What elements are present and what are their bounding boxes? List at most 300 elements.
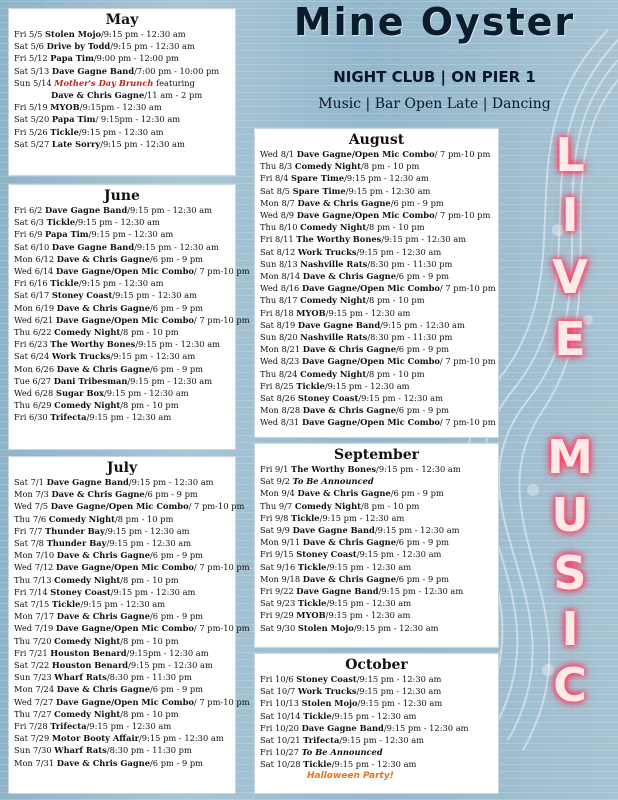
event-act: Dave Gagne/Open Mic Combo xyxy=(55,562,194,573)
event-row xyxy=(9,671,235,683)
month-heading: October xyxy=(345,657,408,673)
event-date: Sun 7/23 xyxy=(14,672,52,683)
event-act: Dave Gagne Band xyxy=(45,205,128,215)
event-row xyxy=(255,160,498,172)
august-schedule-panel xyxy=(254,128,499,438)
event-row xyxy=(255,500,498,512)
event-time: /9:15 pm - 12:30 am xyxy=(103,388,189,399)
event-act: Comedy Night xyxy=(54,708,121,719)
event-act: Comedy Night xyxy=(294,500,361,511)
event-row xyxy=(9,647,235,659)
event-act: Dave Gagne Band xyxy=(301,722,384,733)
event-act: Stoney Coast xyxy=(50,586,111,597)
event-act: Motor Booty Affair xyxy=(51,733,139,744)
event-date: Wed 8/1 xyxy=(260,149,295,159)
event-time: /9:15 pm - 12:30 am xyxy=(78,126,164,137)
event-row xyxy=(255,697,498,709)
event-date: Mon 6/26 xyxy=(14,363,55,374)
event-act: Tickle xyxy=(51,599,81,610)
event-act: Comedy Night xyxy=(54,635,121,646)
event-act: Houston Benard xyxy=(50,647,127,658)
event-row xyxy=(255,319,498,331)
event-time: /6 pm - 9 pm xyxy=(149,363,204,374)
event-time: /9:15 pm - 12:30 am xyxy=(88,229,174,240)
event-act: Thunder Bay xyxy=(45,525,105,536)
event-time: /8 pm - 10 pm xyxy=(120,327,179,338)
event-time: /9:15 pm - 12:30 am xyxy=(378,586,464,597)
event-date: Thu 8/17 xyxy=(260,295,298,306)
event-row xyxy=(9,289,235,301)
event-act: Dave Gagne Band xyxy=(46,477,129,487)
event-row xyxy=(9,561,250,573)
event-date: Wed 7/27 xyxy=(14,696,54,707)
event-act: Spare Time xyxy=(291,173,345,184)
event-date: Fri 9/8 xyxy=(260,512,289,523)
event-time: /9:15 pm - 12:30 am xyxy=(127,205,212,215)
event-time: / 7 pm-10 pm xyxy=(439,356,496,367)
event-row xyxy=(9,89,235,101)
event-row xyxy=(9,574,235,586)
event-act: Dave Gagne Band xyxy=(51,241,135,252)
live-letter: E xyxy=(554,312,586,366)
event-time: /6 pm - 9 pm xyxy=(395,405,450,416)
event-date: Mon 8/7 xyxy=(260,197,295,208)
event-row xyxy=(9,610,235,622)
event-act: Dave Gagne/Open Mic Combo xyxy=(50,501,189,512)
event-row xyxy=(9,101,235,113)
event-row xyxy=(9,387,235,399)
event-date: Fri 5/26 xyxy=(14,126,48,137)
event-act: Trifecta xyxy=(50,412,87,423)
july-schedule-panel xyxy=(8,456,250,794)
event-time: /9:15 pm - 12:30 am xyxy=(331,710,417,721)
event-time: /9:15 pm - 12:30 am xyxy=(374,525,460,536)
event-row xyxy=(9,500,245,512)
event-date: Sat 8/12 xyxy=(260,246,296,257)
event-time: /9:15 pm - 12:30 am xyxy=(100,29,186,39)
event-time: /7:00 pm - 10:00 pm xyxy=(134,65,220,76)
event-act: MYOB xyxy=(296,307,326,318)
event-act: Dave & Chris Gagne xyxy=(302,573,396,584)
live-letter: L xyxy=(555,128,585,182)
event-time: /9:15 pm - 12:30 am xyxy=(358,393,443,404)
event-time: /9:15 pm - 12:30 am xyxy=(139,733,224,744)
event-time: / 7 pm-10 pm xyxy=(434,149,491,159)
event-row xyxy=(9,265,250,277)
event-row xyxy=(255,685,498,697)
event-row xyxy=(255,536,498,548)
event-time: /9:15 pm - 12:30 am xyxy=(356,686,442,697)
event-act: Comedy Night xyxy=(300,368,367,379)
event-date: Sat 9/30 xyxy=(260,622,296,633)
event-row xyxy=(255,609,498,621)
event-date: Wed 6/21 xyxy=(14,314,54,325)
event-row xyxy=(9,549,235,561)
event-time: /6 pm - 9 pm xyxy=(390,197,444,208)
event-act: Houston Benard xyxy=(51,660,129,671)
event-row xyxy=(255,294,498,306)
event-row xyxy=(9,338,235,350)
event-act: Dave Gagne/Open Mic Combo xyxy=(296,149,435,159)
event-row xyxy=(9,65,235,77)
event-time: /9:15 pm - 12:30 am xyxy=(134,241,219,252)
event-time: /6 pm - 9 pm xyxy=(395,537,450,548)
event-date: Wed 7/12 xyxy=(14,562,54,573)
event-row xyxy=(9,537,235,549)
event-time: /9:15 pm - 12:30 am xyxy=(112,290,197,301)
event-time: /9:15 pm - 12:30 am xyxy=(128,660,213,671)
event-date: Sat 5/6 xyxy=(14,41,44,52)
event-row xyxy=(255,597,498,609)
event-date: Wed 8/9 xyxy=(260,210,295,221)
event-row xyxy=(255,512,498,524)
event-date: Mon 7/31 xyxy=(14,757,55,768)
event-act: Dave Gagne Band xyxy=(296,586,379,597)
event-time: /9:15 pm - 12:30 am xyxy=(106,538,192,549)
event-act: Dave & Chris Gagne xyxy=(56,363,150,374)
event-date: Fri 9/1 xyxy=(260,464,289,474)
event-row xyxy=(9,744,235,756)
event-act: Dave & Chris Gagne xyxy=(302,344,396,355)
event-date: Thu 7/27 xyxy=(14,708,52,719)
event-act: Nashville Rats xyxy=(300,258,368,269)
event-date: Fri 10/13 xyxy=(260,698,299,709)
event-row xyxy=(9,241,235,253)
event-act: Dave Gagne/Open Mic Combo xyxy=(55,314,194,325)
event-date: Sat 7/1 xyxy=(14,477,44,487)
event-time: /9:15 pm - 12:30 am xyxy=(383,722,469,733)
event-row xyxy=(9,683,235,695)
event-time: /9:15 pm - 12:30 am xyxy=(326,598,412,609)
event-row xyxy=(9,204,235,216)
event-act: Late Sorry xyxy=(51,138,101,149)
event-act: Dave & Chris Gagne xyxy=(56,253,150,264)
event-act: Tickle xyxy=(303,759,332,770)
event-time: / 7 pm-10 pm xyxy=(193,314,250,325)
event-act: The Worthy Bones xyxy=(296,234,382,245)
event-row xyxy=(255,487,498,499)
event-act: Dave & Chris Gagne xyxy=(56,550,150,561)
event-row xyxy=(9,399,235,411)
event-row xyxy=(9,113,235,125)
event-time: /6 pm - 9 pm xyxy=(395,573,450,584)
event-time: /8 pm - 10 pm xyxy=(366,368,425,379)
event-date: Sat 9/2 xyxy=(260,476,290,487)
event-time: /9:15pm - 12:30 am xyxy=(126,647,209,658)
event-time: / 7 pm-10 pm xyxy=(439,283,496,294)
event-time: /11 am - 2 pm xyxy=(144,90,203,101)
event-date: Fri 10/6 xyxy=(260,674,294,684)
event-row xyxy=(9,326,235,338)
event-time: /8 pm - 10 pm xyxy=(120,708,179,719)
event-time: /9:00 pm - 12:00 pm xyxy=(93,53,179,64)
event-time: /6 pm - 9 pm xyxy=(144,489,198,500)
event-act: Dave & Chris Gagne xyxy=(302,271,396,282)
event-time: / 7 pm-10 pm xyxy=(434,210,491,221)
month-heading: August xyxy=(348,132,405,148)
event-time: /9:15 pm - 12:30 am xyxy=(78,278,164,289)
event-act: Stoney Coast xyxy=(296,674,357,684)
event-time: /9:15 pm - 12:30 am xyxy=(326,561,412,572)
event-time: /8 pm - 10 pm xyxy=(366,295,425,306)
live-letter: I xyxy=(561,188,579,242)
event-row xyxy=(255,258,498,270)
event-act: Thunder Bay xyxy=(46,538,107,549)
event-date: Sat 6/17 xyxy=(14,290,50,301)
event-time: /9:15 pm - 12:30 am xyxy=(104,525,190,536)
event-row xyxy=(255,573,498,585)
event-act: Dave & Chris Gagne xyxy=(51,90,145,101)
event-date: Thu 8/10 xyxy=(260,222,298,233)
event-date: Fri 8/25 xyxy=(260,380,294,391)
event-time: /8 pm - 10 pm xyxy=(120,400,179,411)
event-time: /6 pm - 9 pm xyxy=(390,488,444,499)
event-time: /8 pm - 10 pm xyxy=(366,222,425,233)
month-heading: May xyxy=(105,12,139,28)
event-act: Drive by Todd xyxy=(46,41,111,52)
event-row xyxy=(255,209,498,221)
event-act: Comedy Night xyxy=(54,574,121,585)
event-time: / 7 pm-10 pm xyxy=(193,623,250,634)
event-date: Thu 8/3 xyxy=(260,161,293,172)
event-time: / 9:15pm - 12:30 am xyxy=(95,114,181,125)
event-act: Tickle xyxy=(50,278,79,289)
event-time: /6 pm - 9 pm xyxy=(149,253,204,264)
music-letter: U xyxy=(551,488,589,542)
club-title: Mine Oyster xyxy=(293,0,576,44)
event-date: Fri 5/5 xyxy=(14,29,43,39)
event-date: Fri 8/18 xyxy=(260,307,294,318)
event-act: Sugar Box xyxy=(55,388,104,399)
event-time: /9:15 pm - 12:30 am xyxy=(353,622,439,633)
event-date: Fri 9/15 xyxy=(260,549,294,560)
event-act: Dave Gagne/Open Mic Combo xyxy=(301,283,440,294)
event-act: Comedy Night xyxy=(294,161,361,172)
event-act: Stoney Coast xyxy=(51,290,113,301)
event-date: Fri 7/28 xyxy=(14,721,48,732)
event-act: Papa Tim xyxy=(45,229,89,240)
event-row xyxy=(255,548,498,560)
event-time: /6 pm - 9 pm xyxy=(149,302,204,313)
event-row xyxy=(9,77,235,89)
event-row xyxy=(255,746,498,758)
event-time: /9:15 pm - 12:30 am xyxy=(127,375,213,386)
event-act: Tickle xyxy=(46,217,76,228)
event-date: Wed 7/5 xyxy=(14,501,49,512)
event-row xyxy=(9,513,235,525)
event-act: Work Trucks xyxy=(297,246,357,257)
event-row xyxy=(255,282,498,294)
event-row xyxy=(255,307,498,319)
event-date: Sun 5/14 xyxy=(14,77,52,88)
event-date: Sat 10/7 xyxy=(260,686,296,697)
event-row xyxy=(9,52,235,64)
event-time: /8:30 pm - 11:30 pm xyxy=(367,258,453,269)
event-date: Sat 8/19 xyxy=(260,319,296,330)
event-act: Dave & Chris Gagne xyxy=(302,537,396,548)
event-date: Sat 9/23 xyxy=(260,598,296,609)
event-date: Sat 5/27 xyxy=(14,138,50,149)
club-tagline: Music | Bar Open Late | Dancing xyxy=(318,96,551,112)
music-letter: M xyxy=(547,430,593,484)
event-act: Dani Tribesman xyxy=(53,375,128,386)
event-act: The Worthy Bones xyxy=(291,464,377,474)
event-date: Sat 10/21 xyxy=(260,735,301,746)
club-subtitle: NIGHT CLUB | ON PIER 1 xyxy=(333,68,536,86)
music-letter: C xyxy=(553,658,587,712)
event-time: /9:15 pm - 12:30 am xyxy=(380,319,465,330)
event-date: Sat 6/10 xyxy=(14,241,50,252)
event-row xyxy=(9,708,235,720)
event-time: / 7 pm-10 pm xyxy=(439,417,496,428)
event-row xyxy=(255,404,498,416)
event-act: Dave & Chris Gagne xyxy=(56,302,150,313)
event-date: Sat 5/20 xyxy=(14,114,50,125)
event-date: Mon 9/4 xyxy=(260,488,295,499)
event-time: /9:15 pm - 12:30 am xyxy=(86,412,172,423)
event-row xyxy=(9,228,235,240)
event-date: Sat 8/26 xyxy=(260,393,296,404)
event-time: /8 pm - 10 pm xyxy=(360,500,420,511)
event-act: Dave & Chris Gagne xyxy=(297,488,391,499)
event-act: Dave Gagne Band xyxy=(292,525,375,536)
event-date: Mon 8/28 xyxy=(260,405,301,416)
event-act: Wharf Rats xyxy=(54,672,107,683)
event-act: Tickle xyxy=(291,512,320,523)
event-row xyxy=(255,148,498,160)
event-time: /6 pm - 9 pm xyxy=(149,757,204,768)
event-act: Tickle xyxy=(303,710,332,721)
event-time: /8:30 pm - 11:30 pm xyxy=(106,672,192,683)
event-act: Dave & Chris Gagne xyxy=(56,611,150,622)
event-date: Mon 7/3 xyxy=(14,489,49,500)
event-row xyxy=(255,343,498,355)
event-act: Work Trucks xyxy=(51,351,111,362)
event-date: Fri 6/30 xyxy=(14,412,48,423)
event-date: Wed 8/16 xyxy=(260,283,300,294)
may-schedule-panel xyxy=(8,8,236,176)
event-row xyxy=(9,363,235,375)
event-time: /9:15 pm - 12:30 am xyxy=(80,599,166,610)
event-act: Comedy Night xyxy=(48,513,115,524)
event-date: Sat 8/5 xyxy=(260,185,290,196)
event-act: MYOB xyxy=(296,610,326,621)
event-act: Work Trucks xyxy=(297,686,357,697)
event-act: Spare Time xyxy=(292,185,346,196)
event-act: Stolen Mojo xyxy=(297,622,354,633)
event-act: Nashville Rats xyxy=(300,332,368,343)
music-letter: S xyxy=(553,546,587,600)
event-date: Fri 5/12 xyxy=(14,53,48,64)
event-row xyxy=(255,463,498,475)
event-date: Mon 7/24 xyxy=(14,684,55,695)
event-time: /9:15 pm - 12:30 am xyxy=(324,380,410,391)
event-act: Tickle xyxy=(296,380,325,391)
event-row xyxy=(255,585,498,597)
event-date: Sat 5/13 xyxy=(14,65,50,76)
event-act: Stoney Coast xyxy=(297,393,359,404)
event-time: /9:15 pm - 12:30 am xyxy=(325,610,411,621)
event-time: /9:15 pm - 12:30 am xyxy=(381,234,467,245)
event-time: / 7 pm-10 pm xyxy=(193,562,250,573)
event-row xyxy=(9,314,250,326)
event-date: Wed 8/23 xyxy=(260,356,300,367)
event-date: Thu 7/13 xyxy=(14,574,52,585)
event-row xyxy=(9,277,235,289)
event-time: /9:15 pm - 12:30 am xyxy=(345,185,431,196)
event-time: /9:15 pm - 12:30 am xyxy=(75,217,160,228)
event-row xyxy=(255,380,498,392)
event-act: Dave Gagne/Open Mic Combo xyxy=(55,266,194,277)
event-row xyxy=(255,246,498,258)
event-time: /9:15 pm - 12:30 am xyxy=(110,351,196,362)
event-time: /9:15 pm - 12:30 am xyxy=(376,464,461,474)
event-row xyxy=(255,172,498,184)
event-date: Fri 8/4 xyxy=(260,173,289,184)
event-date: Thu 6/22 xyxy=(14,327,52,338)
event-act: Dave Gagne/Open Mic Combo xyxy=(55,623,194,634)
event-time: /8:30 pm - 11:30 pm xyxy=(367,332,453,343)
event-act: Papa Tim xyxy=(50,53,94,64)
event-row xyxy=(9,375,235,387)
event-date: Sun 8/20 xyxy=(260,332,298,343)
event-date: Mon 8/14 xyxy=(260,271,301,282)
event-row xyxy=(255,197,498,209)
event-date: Fri 8/11 xyxy=(260,234,294,245)
event-row xyxy=(9,126,235,138)
event-row xyxy=(255,722,498,734)
event-date: Sat 7/15 xyxy=(14,599,50,610)
event-row xyxy=(255,221,498,233)
event-act: The Worthy Bones xyxy=(50,339,136,350)
event-date: Mon 9/18 xyxy=(260,573,301,584)
event-time: /9:15 pm - 12:30 am xyxy=(110,41,195,52)
event-time: /9:15 pm - 12:30 am xyxy=(339,735,425,746)
event-act: Wharf Rats xyxy=(54,745,107,756)
event-act: Comedy Night xyxy=(300,222,367,233)
month-heading: September xyxy=(333,447,420,463)
event-row xyxy=(9,757,235,769)
event-row xyxy=(255,270,498,282)
event-act: Trifecta xyxy=(50,721,87,732)
event-time: /9:15 pm - 12:30 am xyxy=(135,339,221,350)
event-date: Wed 6/14 xyxy=(14,266,54,277)
event-date: Wed 6/28 xyxy=(14,388,54,399)
event-date: Sat 7/22 xyxy=(14,660,50,671)
event-time: /6 pm - 9 pm xyxy=(149,550,204,561)
event-act: Comedy Night xyxy=(300,295,367,306)
event-date: Fri 6/23 xyxy=(14,339,48,350)
event-date: Sun 7/30 xyxy=(14,745,52,756)
event-act: Dave & Chris Gagne xyxy=(51,489,145,500)
event-act: Stolen Mojo xyxy=(301,698,358,709)
event-date: Fri 9/22 xyxy=(260,586,294,597)
event-date: Fri 6/2 xyxy=(14,205,43,215)
event-act: Dave Gagne/Open Mic Combo xyxy=(301,356,440,367)
event-row xyxy=(9,40,235,52)
event-date: Fri 7/14 xyxy=(14,586,48,597)
event-date: Sat 10/28 xyxy=(260,759,301,770)
event-act: Tickle xyxy=(50,126,79,137)
event-act: Dave Gagne Band xyxy=(297,319,381,330)
event-extra: featuring xyxy=(153,77,195,88)
event-row xyxy=(9,411,235,423)
event-date: Sat 6/3 xyxy=(14,217,44,228)
event-row xyxy=(9,488,235,500)
event-row xyxy=(9,28,235,40)
event-row xyxy=(9,635,235,647)
event-date: Mon 9/11 xyxy=(260,537,301,548)
